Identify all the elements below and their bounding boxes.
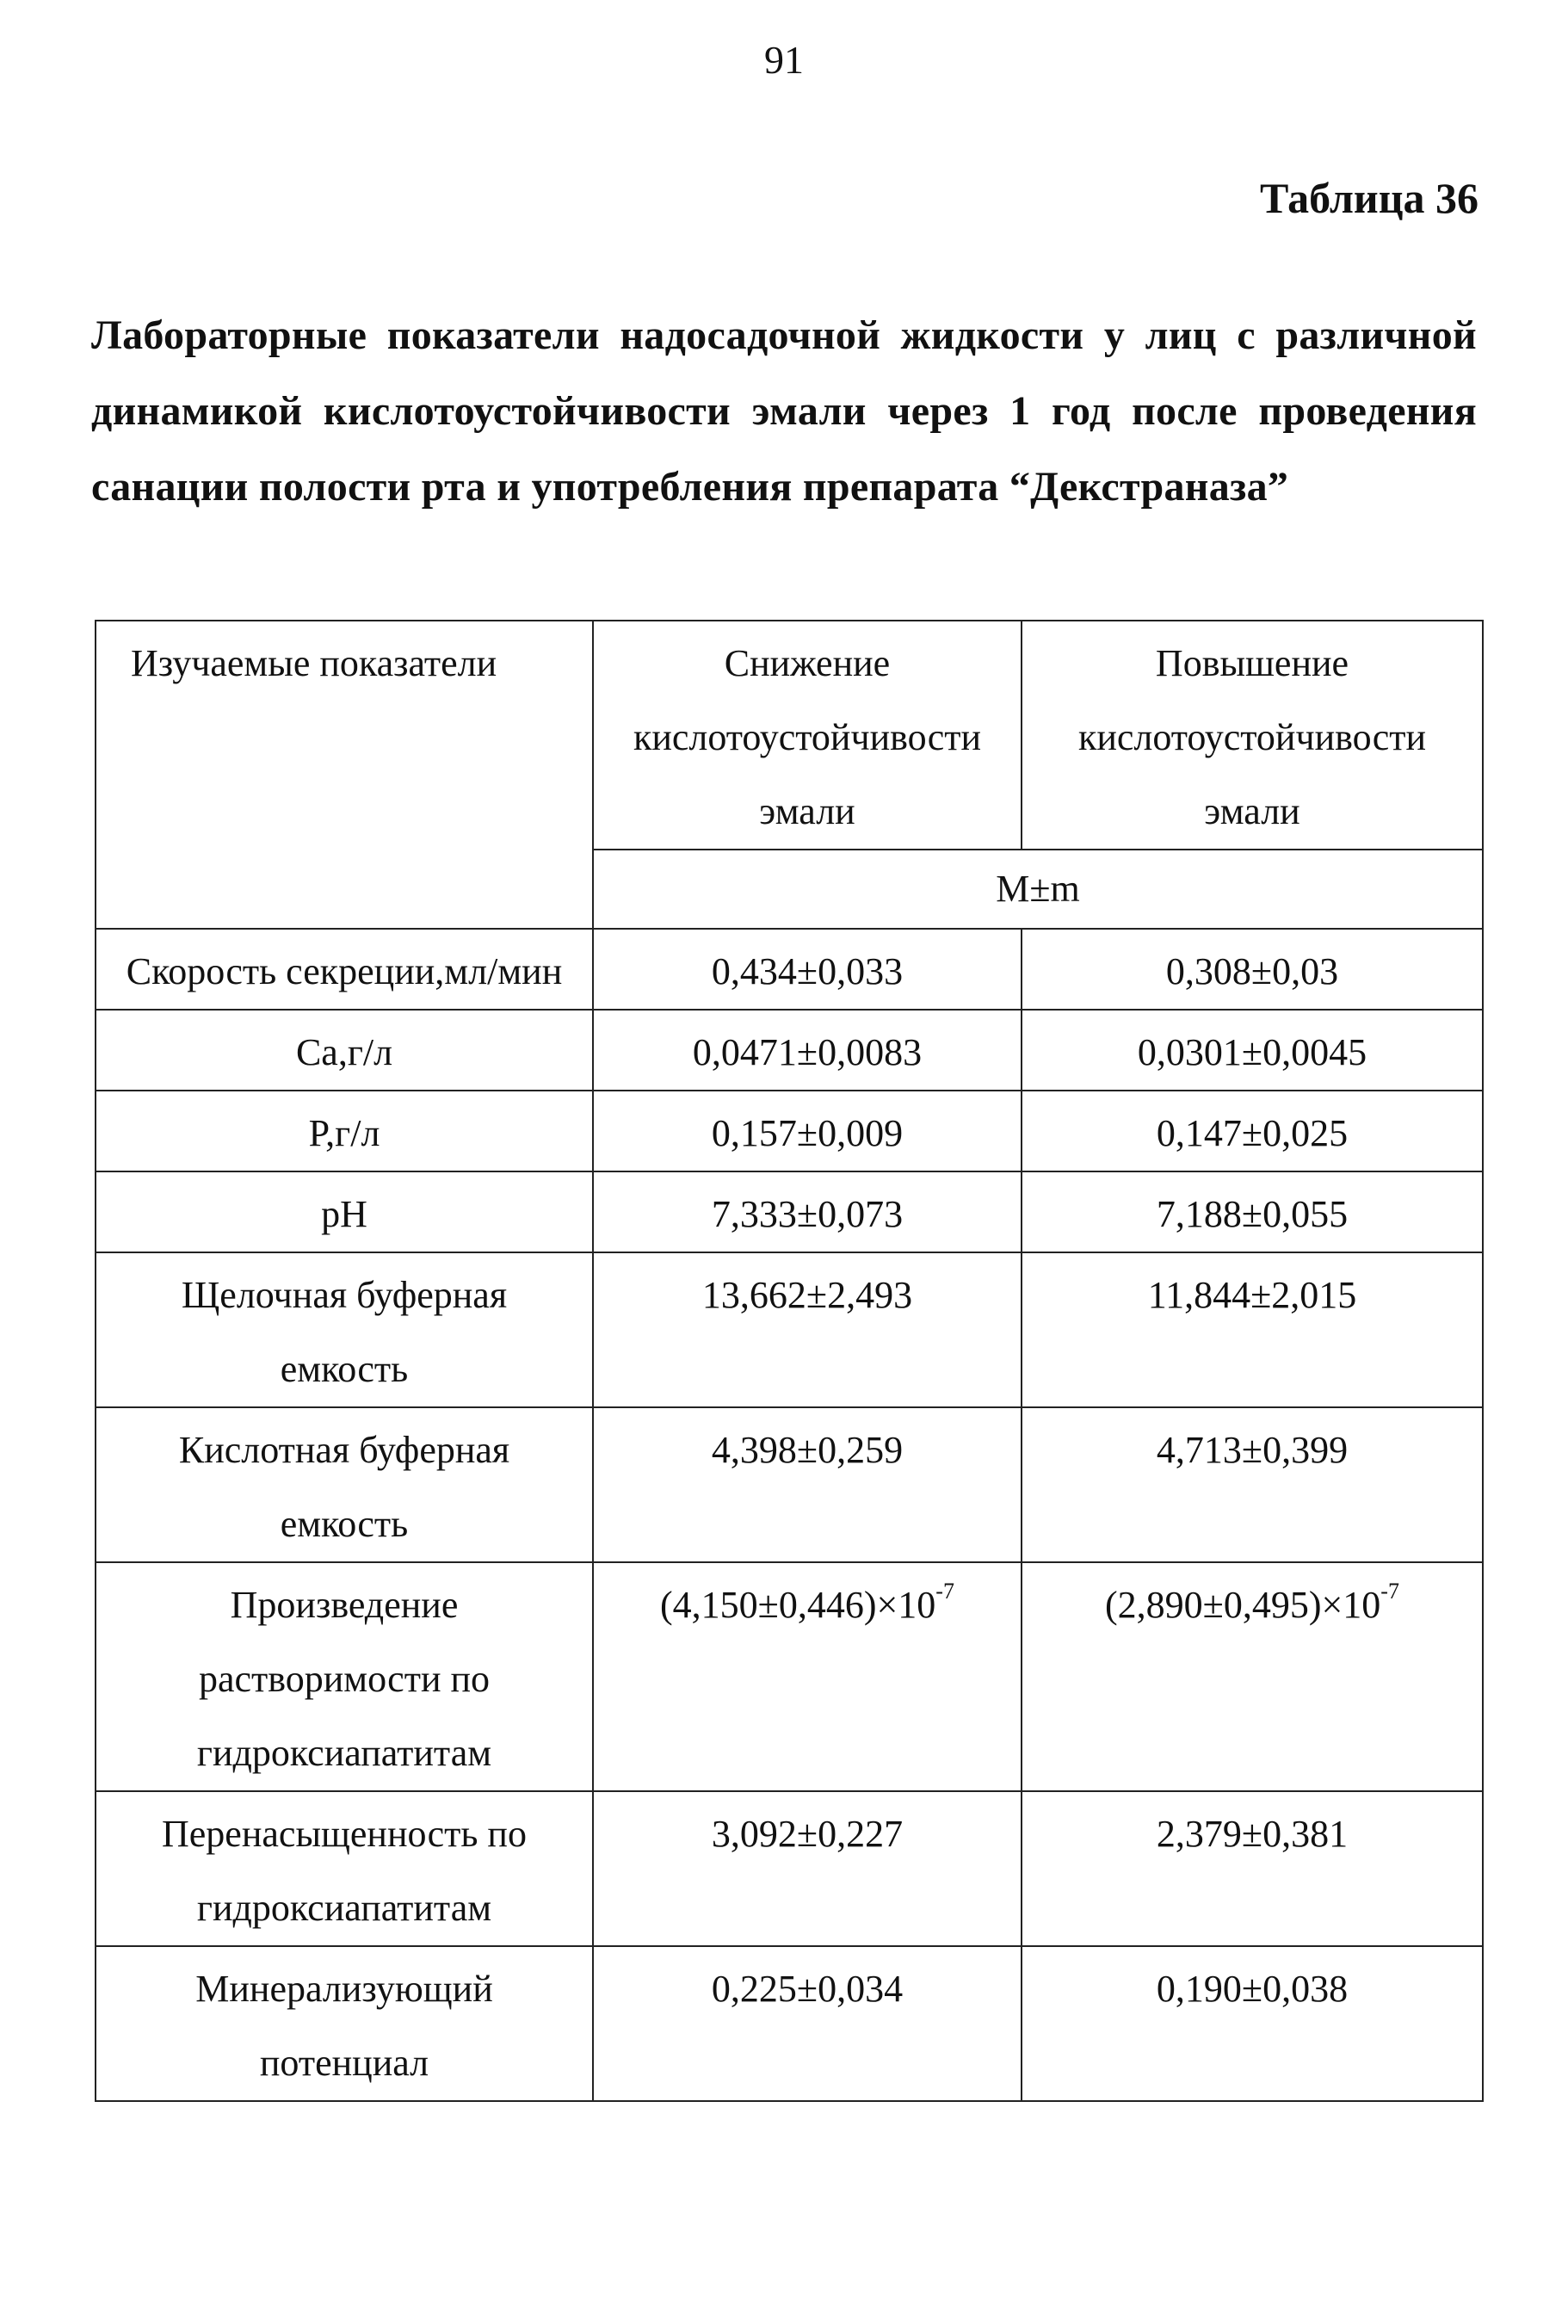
row-name: Скорость секреции,мл/мин	[96, 929, 593, 1010]
row-increase-value: 0,190±0,038	[1022, 1946, 1483, 2101]
table-row	[96, 1171, 1483, 1252]
table-row	[96, 1091, 1483, 1171]
row-increase-value: 0,308±0,03	[1022, 929, 1483, 1010]
header-increase-label: Повышение кислотоустойчивости эмали	[1077, 642, 1427, 832]
header-indicators	[96, 621, 593, 929]
row-name: Перенасыщенность по гидроксиапатитам	[96, 1791, 593, 1946]
row-increase-value: 0,0301±0,0045	[1022, 1010, 1483, 1091]
row-name: Щелочная буферная емкость	[96, 1252, 593, 1407]
row-name: pH	[96, 1171, 593, 1252]
table-row	[96, 1791, 1483, 1946]
table-caption: Лабораторные показатели надосадочной жидкости у лиц с различной динамикой кислотоустойчивости эмали через 1 год после проведения санации полости рта и употребления препарата “Декстраназа”	[91, 312, 1477, 510]
row-decrease-value: 0,157±0,009	[593, 1091, 1022, 1171]
row-decrease-value: 7,333±0,073	[593, 1171, 1022, 1252]
header-decrease-label: Снижение кислотоустойчивости эмали	[633, 642, 982, 832]
row-increase-value: 7,188±0,055	[1022, 1171, 1483, 1252]
row-decrease-value	[593, 1562, 1022, 1791]
row-increase-value: 2,379±0,381	[1022, 1791, 1483, 1946]
table-row	[96, 929, 1483, 1010]
row-increase-value: 4,713±0,399	[1022, 1407, 1483, 1562]
row-increase-value: 11,844±2,015	[1022, 1252, 1483, 1407]
unit-cell	[593, 850, 1483, 929]
exponent: -7	[1380, 1579, 1399, 1604]
table-row	[96, 1252, 1483, 1407]
header-increase	[1022, 621, 1483, 850]
unit-label: M±m	[996, 868, 1080, 910]
table-label: Таблица 36	[1259, 174, 1478, 222]
row-name: P,г/л	[96, 1091, 593, 1171]
table-row	[96, 1946, 1483, 2101]
row-name: Кислотная буферная емкость	[96, 1407, 593, 1562]
indicators-table	[95, 620, 1484, 2102]
row-decrease-value: 3,092±0,227	[593, 1791, 1022, 1946]
row-decrease-value: 13,662±2,493	[593, 1252, 1022, 1407]
row-increase-value	[1022, 1562, 1483, 1791]
row-decrease-value: 0,434±0,033	[593, 929, 1022, 1010]
header-decrease	[593, 621, 1022, 850]
value-text: (4,150±0,446)×10	[660, 1584, 936, 1626]
table-header-row	[96, 621, 1483, 850]
exponent: -7	[935, 1579, 954, 1604]
page-number: 91	[764, 38, 804, 82]
value-text: (2,890±0,495)×10	[1105, 1584, 1381, 1626]
header-indicators-label: Изучаемые показатели	[131, 642, 497, 684]
row-decrease-value: 0,225±0,034	[593, 1946, 1022, 2101]
row-name: Ca,г/л	[96, 1010, 593, 1091]
table-row	[96, 1010, 1483, 1091]
row-increase-value: 0,147±0,025	[1022, 1091, 1483, 1171]
row-name: Произведение растворимости по гидроксиапатитам	[96, 1562, 593, 1791]
table-row	[96, 1562, 1483, 1791]
row-decrease-value: 0,0471±0,0083	[593, 1010, 1022, 1091]
row-decrease-value: 4,398±0,259	[593, 1407, 1022, 1562]
row-name: Минерализующий потенциал	[96, 1946, 593, 2101]
table-row	[96, 1407, 1483, 1562]
